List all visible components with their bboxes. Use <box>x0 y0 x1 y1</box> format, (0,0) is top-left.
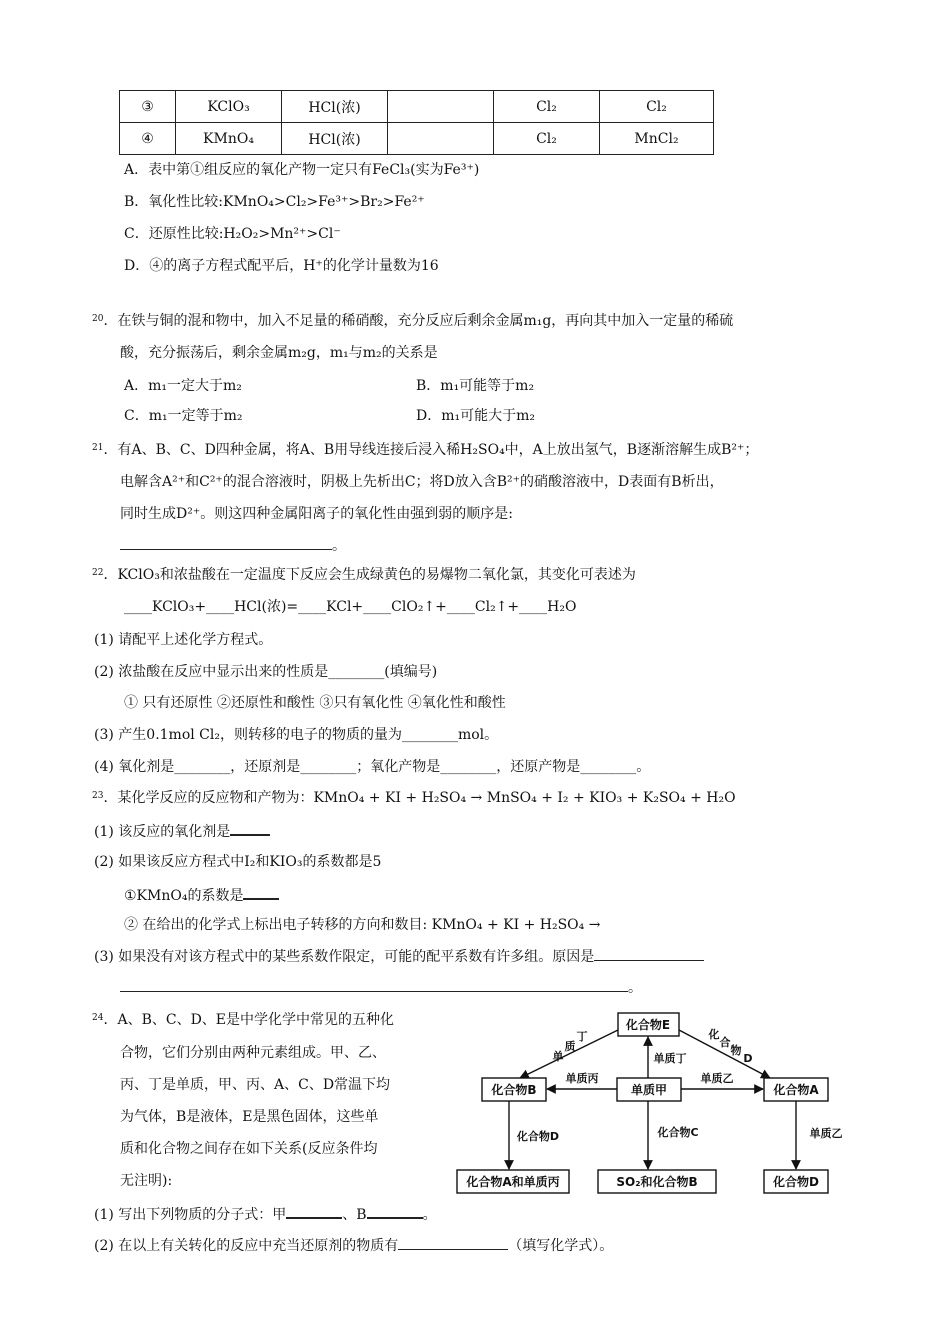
answer-blank[interactable] <box>398 1235 508 1250</box>
edge-label-ding: 单 <box>552 1050 564 1063</box>
reagent-table <box>119 90 714 155</box>
table-cell: Cl₂ <box>494 123 600 155</box>
q19-option-c: C．还原性比较:H₂O₂>Mn²⁺>Cl⁻ <box>124 226 341 242</box>
q24-line4: 为气体，B是液体，E是黑色固体，这些单 <box>120 1109 379 1125</box>
q23-part2: (2) 如果该反应方程式中I₂和KIO₃的系数都是5 <box>94 854 382 870</box>
q19-option-a: A．表中第①组反应的氧化产物一定只有FeCl₃(实为Fe³⁺) <box>124 162 480 178</box>
question-number: 22 <box>92 568 104 578</box>
q24-part2: (2) 在以上有关转化的反应中充当还原剂的物质有 （填写化学式）。 <box>94 1235 613 1256</box>
q23-part2a: ①KMnO₄的系数是 <box>124 884 279 906</box>
table-cell: ④ <box>120 123 176 155</box>
arrow-e-to-b <box>520 1030 618 1078</box>
q22-part4: (4) 氧化剂是________，还原剂是________；氧化产物是________，还原产物是________。 <box>94 759 651 775</box>
edge-label-yi: 单质乙 <box>700 1072 734 1085</box>
table-cell <box>388 91 494 123</box>
label-so2-compound-b: SO₂和化合物B <box>616 1175 698 1189</box>
table-cell: HCl(浓) <box>282 123 388 155</box>
table-cell: MnCl₂ <box>600 123 714 155</box>
q24-stem <box>92 1010 394 1030</box>
q23-part1: (1) 该反应的氧化剂是 <box>94 820 270 842</box>
answer-blank[interactable] <box>120 535 332 550</box>
answer-blank[interactable] <box>230 820 270 836</box>
question-number: 21 <box>92 443 104 453</box>
q21-line1: ．有A、B、C、D四种金属，将A、B用导线连接后浸入稀H₂SO₄中，A上放出氢气，B逐渐溶解生成B²⁺； <box>103 442 759 458</box>
q20-option-a: A．m₁一定大于m₂ <box>124 378 242 394</box>
q22-part3: (3) 产生0.1mol Cl₂，则转移的电子的物质的量为________mol。 <box>94 727 499 743</box>
label-compound-a: 化合物A <box>773 1083 819 1097</box>
answer-blank[interactable] <box>286 1203 342 1219</box>
q21-answer: 。 <box>120 535 346 556</box>
edge-label-compound-d-down: 化合物D <box>516 1130 560 1143</box>
table-cell: KMnO₄ <box>176 123 282 155</box>
answer-blank[interactable] <box>367 1203 423 1219</box>
edge-label-compound-d: D <box>743 1052 753 1065</box>
q23-stem <box>92 788 736 808</box>
q21-line2: 电解含A²⁺和C²⁺的混合溶液时，阴极上先析出C；将D放入含B²⁺的硝酸溶液中，D表面有B析出， <box>120 474 724 490</box>
q22-equation: ____KClO₃+____HCl(浓)=____KCl+____ClO₂↑+____Cl₂↑+____H₂O <box>124 599 577 615</box>
edge-label-compound-d: 化 <box>708 1028 720 1041</box>
q21-line3: 同时生成D²⁺。则这四种金属阳离子的氧化性由强到弱的顺序是: <box>120 506 513 522</box>
q20-option-d: D．m₁可能大于m₂ <box>416 408 535 424</box>
q19-option-b: B．氧化性比较:KMnO₄>Cl₂>Fe³⁺>Br₂>Fe²⁺ <box>124 194 425 210</box>
question-number: 23 <box>92 791 104 801</box>
table-cell <box>388 123 494 155</box>
label-compound-b: 化合物B <box>491 1083 537 1097</box>
q20-stem <box>92 311 733 331</box>
q23-part2b: ② 在给出的化学式上标出电子转移的方向和数目: KMnO₄ + KI + H₂SO₄ → <box>124 917 601 933</box>
table-cell: Cl₂ <box>600 91 714 123</box>
label-compound-a-element-bing: 化合物A和单质丙 <box>466 1175 560 1189</box>
q20-option-b: B．m₁可能等于m₂ <box>416 378 535 394</box>
q24-part1: (1) 写出下列物质的分子式：甲 、B 。 <box>94 1203 437 1225</box>
q24-line3: 丙、丁是单质，甲、丙、A、C、D常温下均 <box>120 1077 391 1093</box>
table-cell: Cl₂ <box>494 91 600 123</box>
q22-part2: (2) 浓盐酸在反应中显示出来的性质是________(填编号) <box>94 664 438 680</box>
q24-line1: ．A、B、C、D、E是中学化学中常见的五种化 <box>103 1012 395 1028</box>
answer-blank[interactable] <box>594 946 704 961</box>
label-compound-d: 化合物D <box>773 1175 819 1189</box>
edge-label-ding-mid: 单质丁 <box>653 1052 687 1065</box>
table-row <box>120 91 714 123</box>
edge-label-yi-down: 单质乙 <box>809 1127 843 1140</box>
q24-line2: 合物，它们分别由两种元素组成。甲、乙、 <box>120 1045 386 1061</box>
q23-stem-text: ．某化学反应的反应物和产物为：KMnO₄ + KI + H₂SO₄ → MnSO₄ + I₂ + KIO₃ + K₂SO₄ + H₂O <box>103 790 736 806</box>
q24-line6: 无注明): <box>120 1173 173 1189</box>
q19-option-d: D．④的离子方程式配平后，H⁺的化学计量数为16 <box>124 258 439 274</box>
answer-blank[interactable] <box>120 977 628 992</box>
edge-label-ding: 质 <box>564 1040 576 1053</box>
edge-label-ding: 丁 <box>576 1030 588 1043</box>
edge-label-compound-c: 化合物C <box>657 1126 699 1139</box>
edge-label-compound-d: 物 <box>730 1044 742 1057</box>
q20-stem-line1: ．在铁与铜的混和物中，加入不足量的稀硝酸，充分反应后剩余金属m₁g，再向其中加入一定量的稀硫 <box>103 313 734 329</box>
edge-label-bing: 单质丙 <box>565 1072 599 1085</box>
reaction-diagram <box>452 1000 862 1200</box>
table-row <box>120 123 714 155</box>
q23-answer-line: 。 <box>120 977 642 998</box>
q24-line5: 质和化合物之间存在如下关系(反应条件均 <box>120 1141 378 1157</box>
table-cell: HCl(浓) <box>282 91 388 123</box>
q22-part1: (1) 请配平上述化学方程式。 <box>94 632 273 648</box>
question-number: 20 <box>92 314 104 324</box>
q20-stem-line2: 酸，充分振荡后，剩余金属m₂g，m₁与m₂的关系是 <box>120 345 438 361</box>
table-cell: KClO₃ <box>176 91 282 123</box>
question-number: 24 <box>92 1013 104 1023</box>
table-cell: ③ <box>120 91 176 123</box>
label-compound-e: 化合物E <box>625 1018 671 1032</box>
q22-stem-text: ．KClO₃和浓盐酸在一定温度下反应会生成绿黄色的易爆物二氧化氯，其变化可表述为 <box>103 567 636 583</box>
label-element-jia: 单质甲 <box>630 1083 668 1097</box>
q20-option-c: C．m₁一定等于m₂ <box>124 408 243 424</box>
answer-blank[interactable] <box>243 884 279 900</box>
q22-stem <box>92 565 636 585</box>
q23-part3: (3) 如果没有对该方程式中的某些系数作限定，可能的配平系数有许多组。原因是 <box>94 946 704 967</box>
q22-options: ① 只有还原性 ②还原性和酸性 ③只有氧化性 ④氧化性和酸性 <box>124 695 506 711</box>
edge-label-compound-d: 合 <box>719 1036 731 1049</box>
q21-stem <box>92 440 758 460</box>
